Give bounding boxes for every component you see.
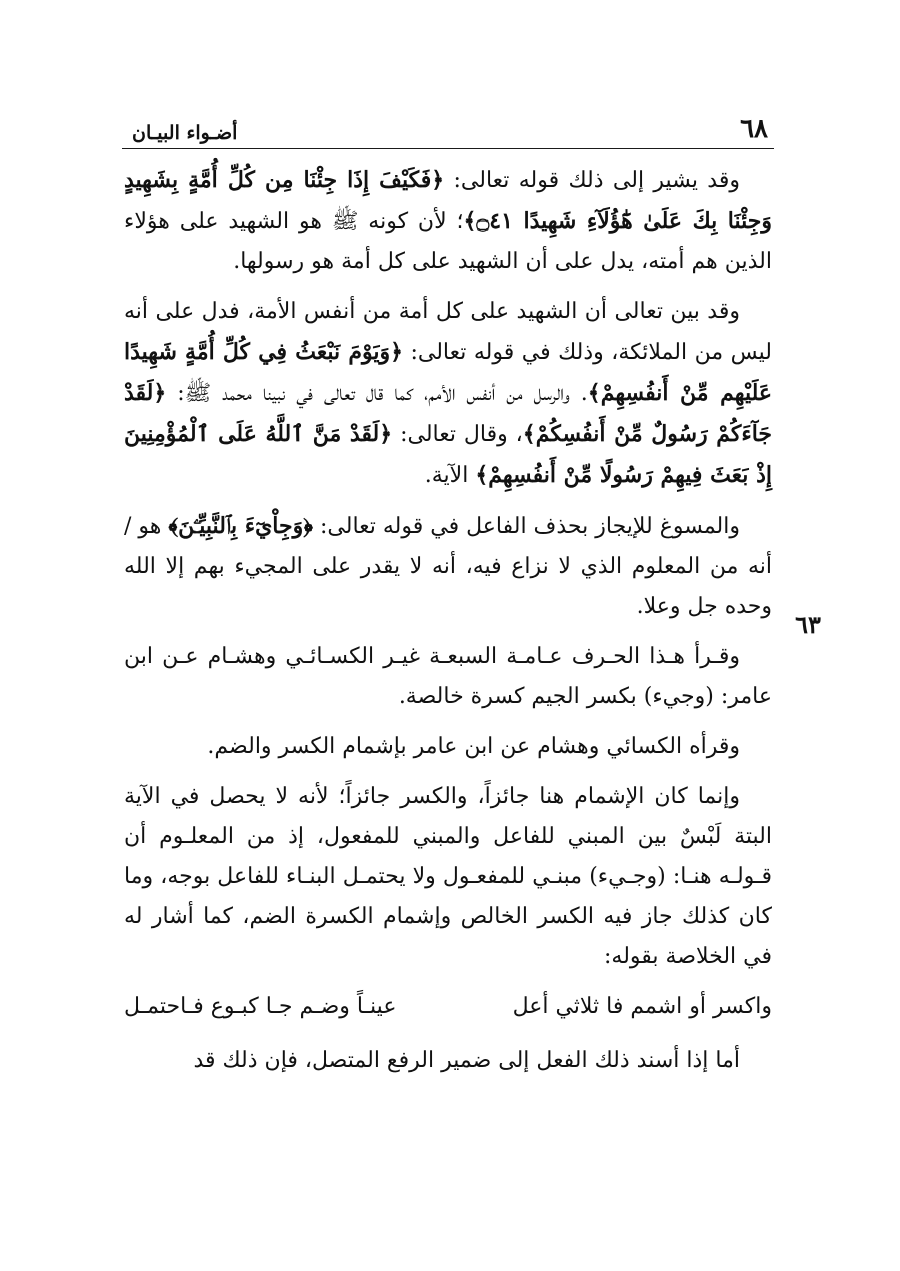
body-text — [124, 160, 772, 1091]
paragraph-6 — [124, 777, 772, 977]
text-segment: وقد يشير إلى ذلك قوله تعالى: — [444, 168, 740, 193]
poetry-verse — [124, 987, 772, 1027]
text-segment: ، وقال تعالى: — [392, 422, 523, 447]
text-segment: ؛ لأن كونه ﷺ هو الشهيد على هؤلاء الذين هم أمته، يدل على أن الشهيد على كل أمة هو رسولها. — [124, 209, 772, 274]
text-segment: هو / أنه من المعلوم الذي لا نزاع فيه، أنه لا يقدر على المجيء بهم إلا الله وحده جل وعلا. — [124, 514, 772, 619]
text-segment: وقرأه الكسائي وهشام عن ابن عامر بإشمام الكسر والضم. — [207, 734, 740, 759]
quran-quote: ﴿وَيَوْمَ نَبْعَثُ فِي كُلِّ أُمَّةٍ شَهِيدًا عَلَيْهِم مِّنْ أَنفُسِهِمْ﴾ — [124, 339, 772, 406]
quran-quote: ﴿وَجِاْيٓءَ بِٱلنَّبِيِّـۧنَ﴾ — [168, 513, 313, 539]
text-segment: وقـرأ هـذا الحـرف عـامـة السبعـة غيـر الكسـائـي وهشـام عـن ابن عامر: (وجيء) بكسر الجيم كسرة خالصة. — [124, 644, 772, 709]
paragraph-7: أما إذا أسند ذلك الفعل إلى ضمير الرفع المتصل، فإن ذلك قد — [193, 1048, 740, 1073]
paragraph-4 — [124, 637, 772, 717]
text-segment: . والرسل من أنفس الأمم، كما قال تعالى في نبينا محمد ﷺ: — [166, 381, 588, 406]
quran-quote: ﴿فَكَيْفَ إِذَا جِئْنَا مِن كُلِّ أُمَّةٍ بِشَهِيدٍ وَجِئْنَا بِكَ عَلَىٰ هَٰٓؤُلَآءِ شَهِيدًا ۝٤١﴾ — [124, 167, 772, 234]
paragraph-3 — [124, 506, 772, 627]
paragraph-5 — [124, 727, 772, 767]
header-divider — [122, 148, 774, 149]
text-segment: وقد بين تعالى أن الشهيد على كل أمة من أنفس الأمة، فدل على أنه ليس من الملائكة، وذلك في قوله تعالى: — [124, 299, 773, 365]
text-segment: الآية. — [424, 463, 476, 488]
quran-quote: ﴿لَقَدْ مَنَّ ٱللَّهُ عَلَى ٱلْمُؤْمِنِينَ إِذْ بَعَثَ فِيهِمْ رَسُولًا مِّنْ أَنفُسِهِمْ﴾ — [124, 421, 772, 488]
running-title: أضـواء البيـان — [132, 122, 238, 144]
text-segment: وإنما كان الإشمام هنا جائزاً، والكسر جائزاً؛ لأنه لا يحصل في الآية البتة لَبْسٌ بين المبني للفاعل والمبني للمفعول، إذ من المعلـوم أن قـولـه هنـا: (وجـيء) مبنـي للمفعـول ولا يحتمـل البنـاء للفاعل بوجه، وما كان كذلك جاز فيه الكسر الخالص وإشمام الكسرة الضم، كما أشار له في الخلاصة بقوله: — [124, 784, 772, 969]
verse-first-hemistich: واكسر أو اشمم فا ثلاثي أعل — [512, 994, 772, 1019]
margin-page-reference: ٦٣ — [795, 610, 821, 639]
paragraph-1 — [124, 160, 772, 282]
quran-quote: ﴿لَقَدْ جَآءَكُمْ رَسُولٌ مِّنْ أَنفُسِكُمْ﴾ — [124, 380, 772, 447]
page-header — [132, 108, 768, 144]
verse-second-hemistich: عينـاً وضـم جـا كبـوع فـاحتمـل — [124, 994, 397, 1019]
paragraph-2 — [124, 292, 772, 496]
text-segment: والمسوغ للإيجاز بحذف الفاعل في قوله تعالى: — [312, 514, 740, 539]
page-number: ٦٨ — [740, 114, 768, 144]
